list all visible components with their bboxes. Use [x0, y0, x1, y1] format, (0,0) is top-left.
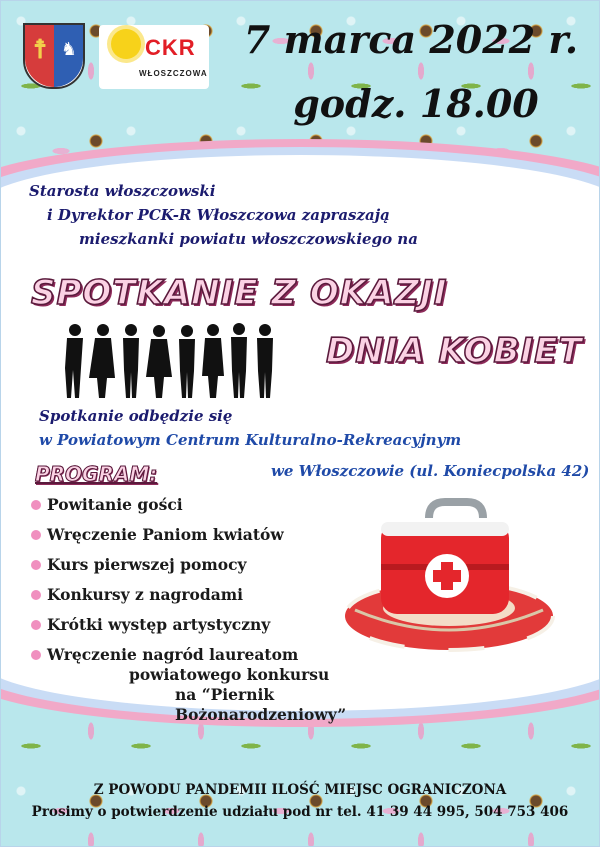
coat-of-arms-icon: ☨ ♞ — [23, 23, 85, 89]
list-item: Konkursy z nagrodami — [31, 585, 351, 615]
bullet-icon — [31, 620, 41, 630]
program-continuation-1: powiatowego konkursu — [129, 665, 330, 684]
footer-line-2: Prosimy o potwierdzenie udziału pod nr tel. 41 39 44 995, 504 753 406 — [31, 804, 569, 820]
bullet-icon — [31, 590, 41, 600]
bullet-icon — [31, 560, 41, 570]
intro-line-2: i Dyrektor PCK-R Włoszczowa zapraszają — [47, 206, 390, 224]
list-item: Krótki występ artystyczny — [31, 615, 351, 645]
list-item: Wręczenie Paniom kwiatów — [31, 525, 351, 555]
bullet-icon — [31, 530, 41, 540]
logo-org-name: CKR — [145, 35, 196, 60]
program-continuation-2: na “Piernik Bożonarodzeniowy” — [175, 685, 347, 724]
footer-line-1: Z POWODU PANDEMII ILOŚĆ MIEJSC OGRANICZONA — [93, 782, 507, 798]
venue-address: we Włoszczowie (ul. Koniecpolska 42) — [271, 462, 590, 480]
footer-notice — [1, 779, 599, 823]
event-title-line-1: SPOTKANIE Z OKAZJI — [31, 273, 448, 313]
venue-name: w Powiatowym Centrum Kulturalno-Rekreacyjnym — [39, 431, 462, 449]
program-list — [31, 495, 351, 725]
intro-line-3: mieszkanki powiatu włoszczowskiego na — [79, 230, 418, 248]
women-silhouettes-icon — [63, 323, 283, 399]
first-aid-kit-icon — [341, 498, 561, 658]
invitation-text — [29, 179, 449, 251]
event-time: godz. 18.00 — [293, 81, 539, 126]
list-item: Wręczenie nagród laureatom — [31, 645, 351, 665]
logo-org-town: WŁOSZCZOWA — [139, 69, 208, 78]
program-heading: PROGRAM: — [35, 462, 158, 486]
bullet-icon — [31, 650, 41, 660]
list-item: Powitanie gości — [31, 495, 351, 525]
event-date: 7 marca 2022 r. — [243, 17, 579, 62]
pckr-sun-logo-icon — [111, 29, 141, 59]
bullet-icon — [31, 500, 41, 510]
venue-intro: Spotkanie odbędzie się — [39, 407, 233, 425]
intro-line-1: Starosta włoszczowski — [29, 182, 216, 200]
pckr-logo — [99, 25, 209, 89]
event-title-line-2: DNIA KOBIET — [326, 331, 583, 371]
list-item: Kurs pierwszej pomocy — [31, 555, 351, 585]
